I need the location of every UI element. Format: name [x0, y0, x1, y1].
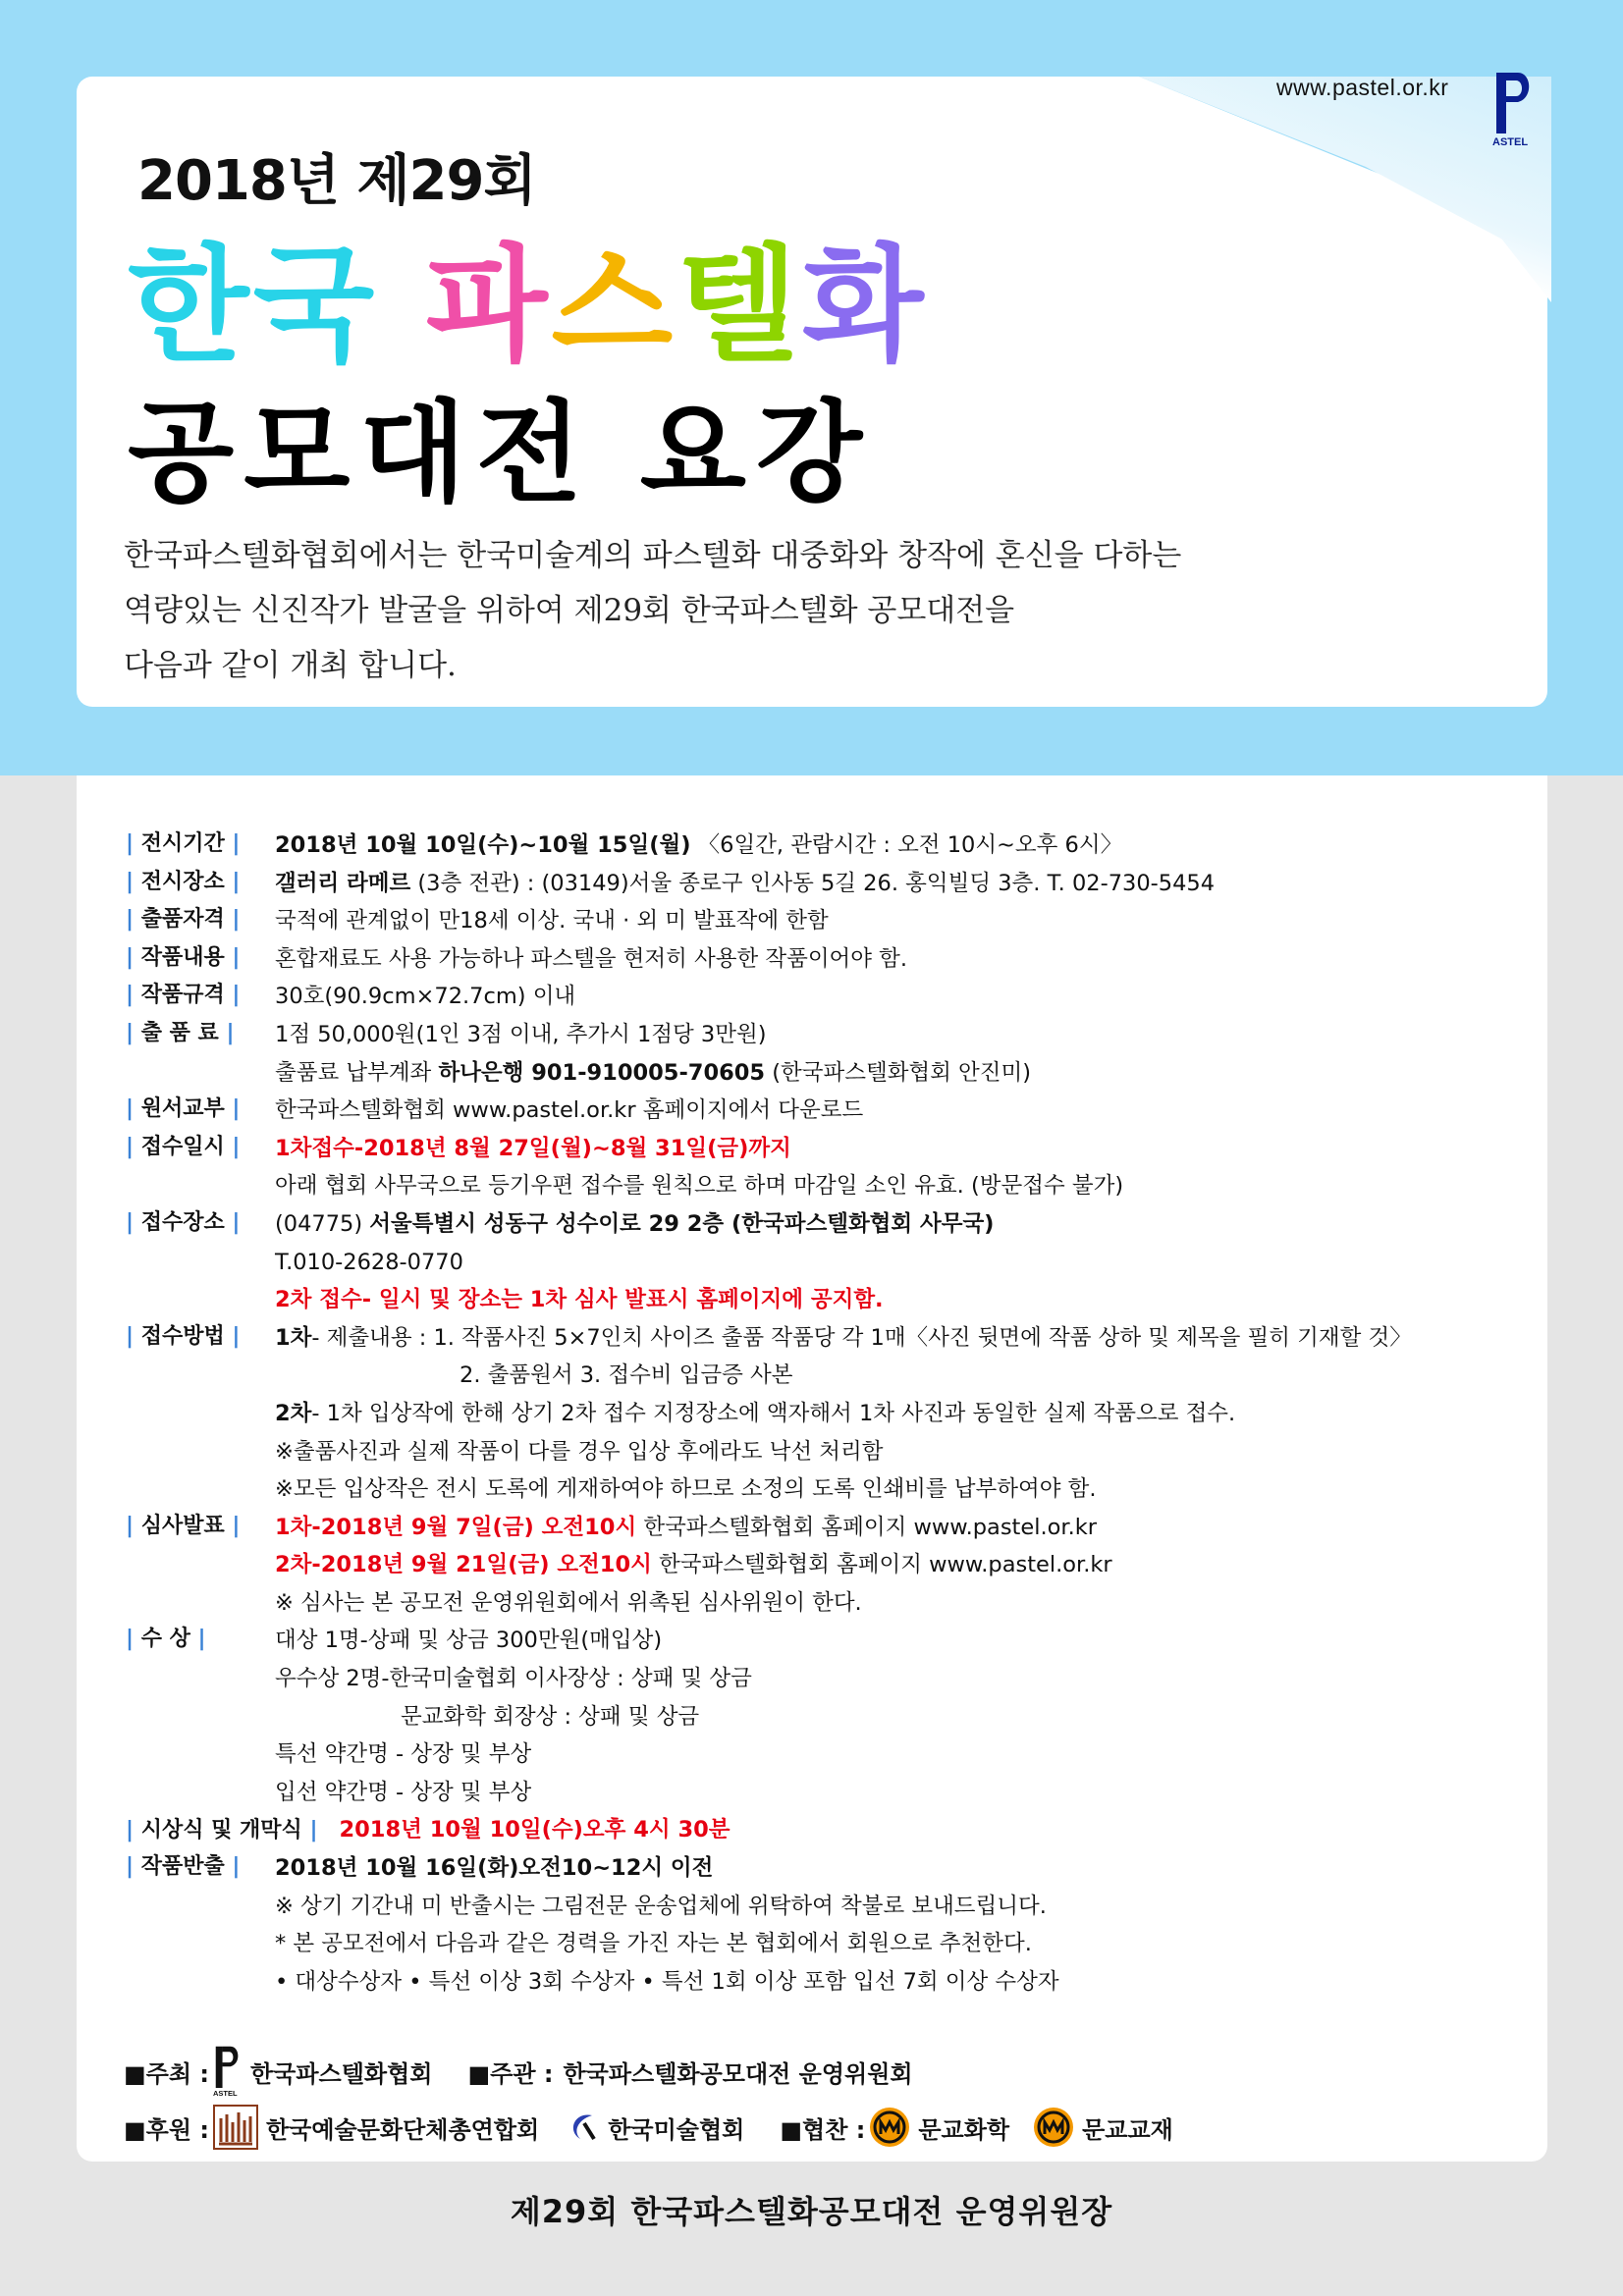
judging-note: ※ 심사는 본 공모전 운영위원회에서 위촉된 심사위원이 한다.: [275, 1589, 862, 1616]
award-line: 문교화학 회장상 : 상패 및 상금: [401, 1703, 700, 1730]
receipt-rule-text: 아래 협회 사무국으로 등기우편 접수를 원칙으로 하며 마감일 소인 유효. (방문접수 불가): [275, 1173, 1124, 1200]
fee-text: 1점 50,000원(1인 3점 이내, 추가시 1점당 3만원): [275, 1021, 767, 1047]
judging-line: 2차-2018년 9월 21일(금) 오전10시 한국파스텔화협회 홈페이지 www.pastel.or.kr: [275, 1552, 1112, 1578]
host-name: 한국파스텔화협회: [250, 2059, 433, 2088]
main-title-part: [378, 233, 426, 379]
receipt-date-text: 1차접수-2018년 8월 27일(월)~8월 31일(금)까지: [275, 1135, 791, 1161]
row-judging: [126, 1509, 1530, 1623]
label-awards: | 수 상 |: [126, 1627, 206, 1652]
organizer-label: ■주관 :: [467, 2059, 554, 2088]
award-line: 입선 약간명 - 상장 및 부상: [275, 1779, 532, 1805]
judging-line: 1차-2018년 9월 7일(금) 오전10시 한국파스텔화협회 홈페이지 www.pastel.or.kr: [275, 1514, 1098, 1540]
award-line: 특선 약간명 - 상장 및 부상: [275, 1741, 532, 1768]
form-text: 한국파스텔화협회 www.pastel.or.kr 홈페이지에서 다운로드: [275, 1097, 864, 1124]
ceremony-date: 2018년 10월 10일(수)오후 4시 30분: [339, 1817, 730, 1843]
row-eligibility: [126, 902, 1530, 940]
venue-name: 갤러리 라메르: [275, 870, 411, 896]
committee-signature: 제29회 한국파스텔화공모대전 운영위원장: [510, 2193, 1113, 2230]
coop1-name: 문교화학: [918, 2115, 1010, 2144]
sub-title: 공모대전 요강: [128, 390, 873, 517]
support1-name: 한국예술문화단체총연합회: [266, 2115, 540, 2144]
venue-address: (3층 전관) : (03149)서울 종로구 인사동 5길 26. 홍익빌딩 3층. T. 02-730-5454: [410, 870, 1216, 896]
period-hours: 〈6일간, 관람시간 : 오전 10시~오후 6시〉: [690, 832, 1123, 858]
receipt-address: (04775) 서울특별시 성동구 성수이로 29 2층 (한국파스텔화협회 사무국): [275, 1210, 995, 1237]
label-fee: | 출 품 료 |: [126, 1020, 235, 1045]
main-title: [128, 204, 927, 385]
main-title-part: 화: [801, 233, 928, 379]
label-receipt-date: | 접수일시 |: [126, 1134, 241, 1159]
label-size: | 작품규격 |: [126, 983, 241, 1008]
return-date: 2018년 10월 16일(화)오전10~12시 이전: [275, 1855, 714, 1882]
method-line: 1차- 제출내용 : 1. 작품사진 5×7인치 사이즈 출품 작품당 각 1매〈사진 뒷면에 작품 상하 및 제목을 필히 기재할 것〉: [275, 1324, 1412, 1351]
main-title-part: 스: [551, 233, 677, 379]
pastel-logo-icon: [1492, 71, 1536, 147]
mungyo-logo-icon: [869, 2107, 910, 2148]
intro-line: 역량있는 신진작가 발굴을 위하여 제29회 한국파스텔화 공모대전을: [124, 593, 1015, 628]
row-ceremony: [126, 1811, 1530, 1849]
return-note: * 본 공모전에서 다음과 같은 경력을 가진 자는 본 협회에서 회원으로 추천한다.: [275, 1931, 1032, 1957]
row-venue: [126, 865, 1530, 903]
host-label: ■주최 :: [124, 2059, 209, 2088]
intro-line: 한국파스텔화협회에서는 한국미술계의 파스텔화 대중화와 창작에 혼신을 다하는: [124, 538, 1182, 573]
row-fee: [126, 1016, 1530, 1092]
main-title-part: 한국: [128, 233, 379, 379]
intro-paragraph: [124, 528, 1400, 693]
method-line: 2. 출품원서 3. 접수비 입금증 사본: [460, 1362, 793, 1389]
main-title-part: 파: [425, 233, 552, 379]
award-line: 대상 1명-상패 및 상금 300만원(매입상): [275, 1628, 663, 1654]
intro-line: 다음과 같이 개최 합니다.: [124, 648, 457, 683]
support-label: ■후원 :: [124, 2115, 209, 2144]
period-dates: 2018년 10월 10일(수)~10월 15일(월): [275, 832, 691, 858]
receipt-phone: T.010-2628-0770: [275, 1249, 463, 1275]
row-receipt-place: [126, 1205, 1530, 1319]
method-note: ※출품사진과 실제 작품이 다를 경우 입상 후에라도 낙선 처리함: [275, 1438, 884, 1465]
details-list: [126, 827, 1530, 2001]
svg-text:ASTEL: ASTEL: [1492, 136, 1529, 147]
row-form: [126, 1092, 1530, 1130]
art-association-logo-icon: [565, 2109, 600, 2145]
label-content: | 작품내용 |: [126, 944, 241, 970]
svg-text:ASTEL: ASTEL: [213, 2089, 238, 2099]
size-text: 30호(90.9cm×72.7cm) 이내: [275, 984, 576, 1010]
coop2-name: 문교교재: [1082, 2115, 1173, 2144]
year-title: 2018년 제29회: [137, 149, 536, 213]
label-venue: | 전시장소 |: [126, 869, 241, 894]
label-eligibility: | 출품자격 |: [126, 907, 241, 933]
label-judging: | 심사발표 |: [126, 1513, 241, 1538]
receipt-second-notice: 2차 접수- 일시 및 장소는 1차 심사 발표시 홈페이지에 공지함.: [275, 1287, 884, 1313]
method-note: ※모든 입상작은 전시 도록에 게재하여야 하므로 소정의 도록 인쇄비를 납부하여야 함.: [275, 1476, 1097, 1503]
content-text: 혼합재료도 사용 가능하나 파스텔을 현저히 사용한 작품이어야 함.: [275, 945, 908, 972]
label-period: | 전시기간 |: [126, 831, 241, 856]
main-title-part: 텔: [676, 233, 802, 379]
label-ceremony: | 시상식 및 개막식 | 2018년 10월 10일(수)오후 4시 30분: [126, 1817, 730, 1843]
label-return: | 작품반출 |: [126, 1854, 241, 1880]
eligibility-text: 국적에 관계없이 만18세 이상. 국내 · 외 미 발표작에 한함: [275, 908, 829, 934]
row-receipt-date: [126, 1130, 1530, 1205]
row-period: [126, 827, 1530, 865]
mungyo-logo-icon: [1033, 2107, 1074, 2148]
support2-name: 한국미술협회: [608, 2115, 745, 2144]
site-url[interactable]: www.pastel.or.kr: [1276, 75, 1449, 100]
row-method: [126, 1319, 1530, 1509]
sponsor-row-support: [124, 2105, 1173, 2150]
arts-federation-logo-icon: [213, 2105, 258, 2150]
return-note: • 대상수상자 • 특선 이상 3회 수상자 • 특선 1회 이상 포함 입선 7회 이상 수상자: [275, 1968, 1059, 1995]
row-content: [126, 940, 1530, 979]
sponsor-row-host: [124, 2044, 913, 2099]
method-line: 2차- 1차 입상작에 한해 상기 2차 접수 지정장소에 액자해서 1차 사진과 동일한 실제 작품으로 접수.: [275, 1400, 1236, 1426]
fee-account: 출품료 납부계좌 하나은행 901-910005-70605 (한국파스텔화협회 안진미): [275, 1059, 1032, 1086]
return-note: ※ 상기 기간내 미 반출시는 그림전문 운송업체에 위탁하여 착불로 보내드립니다.: [275, 1893, 1047, 1919]
label-receipt-place: | 접수장소 |: [126, 1209, 241, 1235]
row-size: [126, 978, 1530, 1016]
pastel-logo-icon: [213, 2044, 243, 2099]
award-line: 우수상 2명-한국미술협회 이사장상 : 상패 및 상금: [275, 1666, 752, 1692]
organizer-name: 한국파스텔화공모대전 운영위원회: [563, 2059, 913, 2088]
row-return: [126, 1849, 1530, 2001]
label-form: | 원서교부 |: [126, 1096, 241, 1122]
row-awards: [126, 1622, 1530, 1811]
label-method: | 접수방법 |: [126, 1323, 241, 1349]
coop-label: ■협찬 :: [780, 2115, 866, 2144]
